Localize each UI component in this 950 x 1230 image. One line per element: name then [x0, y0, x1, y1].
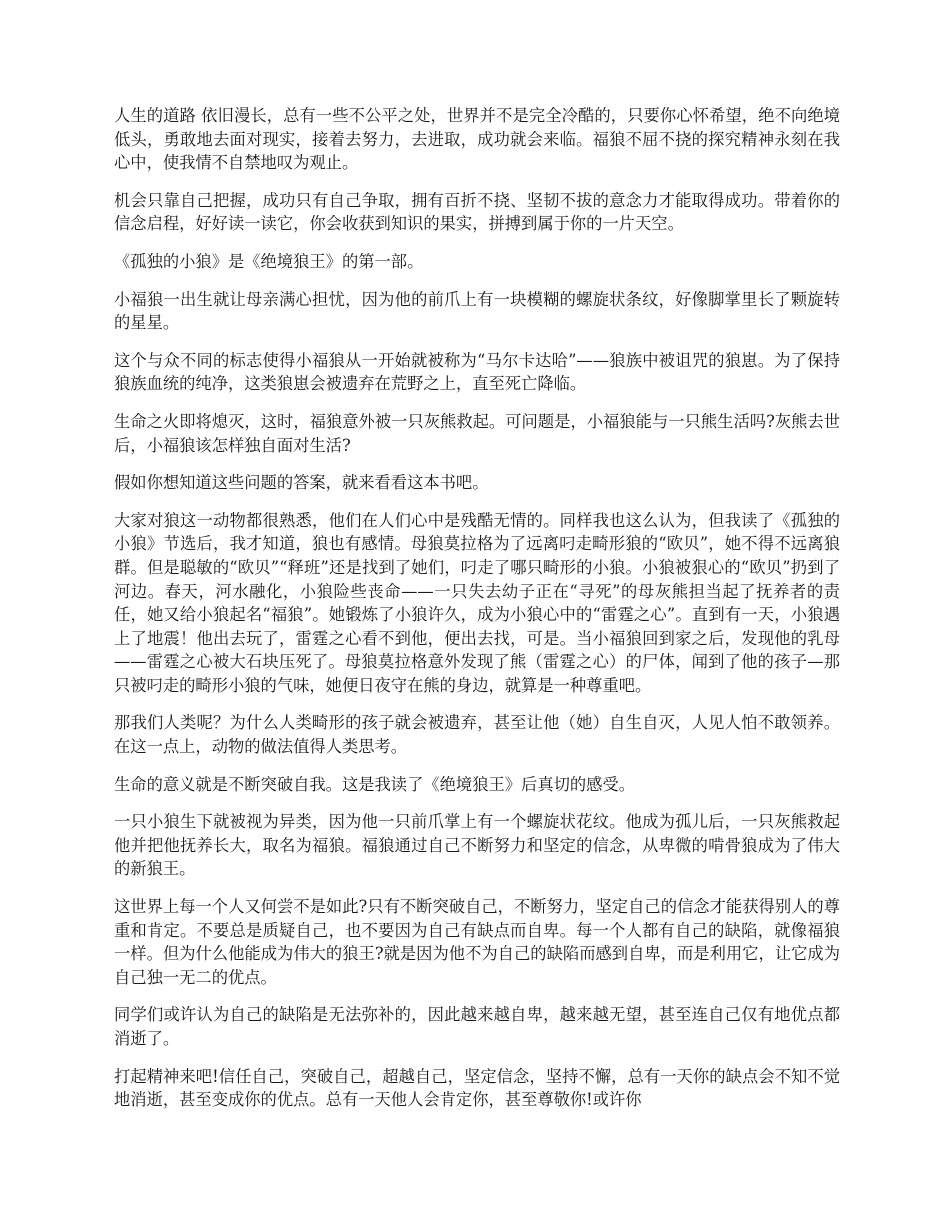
paragraph-9: 那我们人类呢？为什么人类畸形的孩子就会被遗弃，甚至让他（她）自生自灭，人见人怕不敢领养。在这一点上，动物的做法值得人类思考。 — [114, 713, 840, 757]
paragraph-7: 假如你想知道这些问题的答案，就来看看这本书吧。 — [114, 473, 489, 493]
paragraph-13: 同学们或许认为自己的缺陷是无法弥补的，因此越来越自卑，越来越无望，甚至连自己仅有地优点都消逝了。 — [114, 1005, 840, 1048]
paragraph-2: 机会只靠自己把握，成功只有自己争取，拥有百折不挠、坚韧不拔的意念力才能取得成功。带着你的信念启程，好好读一读它，你会收获到知识的果实，拼搏到属于你的一片天空。 — [114, 190, 840, 234]
paragraph-4: 小福狼一出生就让母亲满心担忧，因为他的前爪上有一块模糊的螺旋状条纹，好像脚掌里长了颗旋转的星星。 — [114, 289, 840, 333]
paragraph-6: 生命之火即将熄灭，这时，福狼意外被一只灰熊救起。可问题是，小福狼能与一只熊生活吗?灰熊去世后，小福狼该怎样独自面对生活? — [114, 411, 840, 455]
paragraph-11: 一只小狼生下就被视为异类，因为他一只前爪掌上有一个螺旋状花纹。他成为孤儿后，一只灰熊救起他并把他抚养长大，取名为福狼。福狼通过自己不断努力和坚定的信念，从卑微的啃骨狼成为了伟大的新狼王。 — [114, 812, 840, 879]
document-page — [114, 104, 840, 1126]
paragraph-3: 《孤独的小狼》是《绝境狼王》的第一部。 — [114, 251, 424, 271]
paragraph-8: 大家对狼这一动物都很熟悉，他们在人们心中是残酷无情的。同样我也这么认为，但我读了《孤独的小狼》节选后，我才知道，狼也有感情。母狼莫拉格为了远离叼走畸形狼的“欧贝”，她不得不远离狼群。但是聪敏的“欧贝”“释班”还是找到了她们，叼走了哪只畸形的小狼。小狼被狠心的“欧贝”扔到了河边。春天，河水融化，小狼险些丧命——一只失去幼子正在“寻死”的母灰熊担当起了抚养者的责任，她又给小狼起名“福狼”。她锻炼了小狼许久，成为小狼心中的“雷霆之心”。直到有一天，小狼遇上了地震！他出去玩了，雷霆之心看不到他，便出去找，可是。当小福狼回到家之后，发现他的乳母——雷霆之心被大石块压死了。母狼莫拉格意外发现了熊（雷霆之心）的尸体，闻到了他的孩子—那只被叼走的畸形小狼的气味，她便日夜守在熊的身边，就算是一种尊重吧。 — [114, 510, 840, 695]
paragraph-5: 这个与众不同的标志使得小福狼从一开始就被称为“马尔卡达哈”——狼族中被诅咒的狼崽。为了保持狼族血统的纯净，这类狼崽会被遗弃在荒野之上，直至死亡降临。 — [114, 350, 840, 394]
paragraph-10: 生命的意义就是不断突破自我。这是我读了《绝境狼王》后真切的感受。 — [114, 774, 636, 794]
paragraph-14: 打起精神来吧!信任自己，突破自己，超越自己，坚定信念，坚持不懈，总有一天你的缺点会不知不觉地消逝，甚至变成你的优点。总有一天他人会肯定你，甚至尊敬你!或许你 — [114, 1066, 840, 1110]
paragraph-12: 这世界上每一个人又何尝不是如此?只有不断突破自己，不断努力，坚定自己的信念才能获得别人的尊重和肯定。不要总是质疑自己，也不要因为自己有缺点而自卑。每一个人都有自己的缺陷，就像福狼一样。但为什么他能成为伟大的狼王?就是因为他不为自己的缺陷而感到自卑，而是利用它，让它成为自己独一无二的优点。 — [114, 897, 840, 987]
paragraph-1: 人生的道路 依旧漫长，总有一些不公平之处，世界并不是完全冷酷的，只要你心怀希望，绝不向绝境低头，勇敢地去面对现实，接着去努力，去进取，成功就会来临。福狼不屈不挠的探究精神永刻在我心中，使我情不自禁地叹为观止。 — [114, 106, 840, 173]
